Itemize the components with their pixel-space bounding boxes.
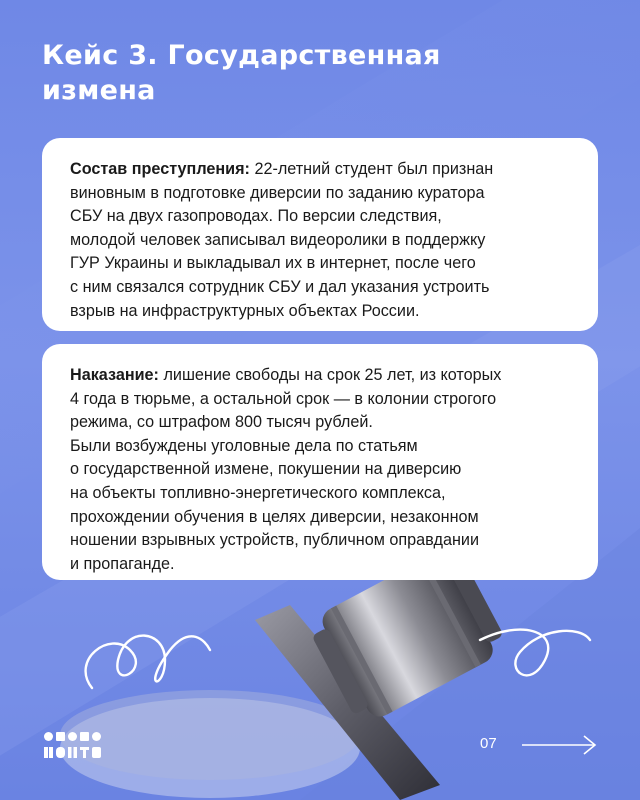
card-line: взрыв на инфраструктурных объектах России. xyxy=(70,301,420,320)
title-line-2: измена xyxy=(42,75,156,106)
logo-mark-icon xyxy=(44,730,114,762)
page-number: 07 xyxy=(480,735,497,752)
card-text: лишение свободы на срок 25 лет, из которых xyxy=(158,366,502,384)
card-line: ношении взрывных устройств, публичном оправдании xyxy=(70,531,480,550)
punishment-label: Наказание: xyxy=(70,366,159,384)
card-line: режима, со штрафом 800 тысяч рублей. xyxy=(70,413,373,432)
card-line xyxy=(70,364,572,388)
page-title xyxy=(42,38,602,108)
crime-label: Состав преступления: xyxy=(70,160,250,178)
crime-description-card xyxy=(42,138,598,331)
card-line: СБУ на двух газопроводах. По версии следствия, xyxy=(70,207,442,226)
card-line: виновным в подготовке диверсии по заданию куратора xyxy=(70,183,485,202)
title-line-1: Кейс 3. Государственная xyxy=(42,40,441,71)
card-line: ГУР Украины и выкладывал их в интернет, после чего xyxy=(70,254,476,273)
punishment-card xyxy=(42,344,598,580)
card-line: прохождении обучения в целях диверсии, незаконном xyxy=(70,507,479,526)
card-line: молодой человек записывал видеоролики в поддержку xyxy=(70,230,486,249)
card-line: на объекты топливно-энергетического комплекса, xyxy=(70,483,446,502)
card-line: с ним связался сотрудник СБУ и дал указания устроить xyxy=(70,277,490,296)
arrow-right-icon[interactable] xyxy=(520,733,600,757)
card-text: 22-летний студент был признан xyxy=(249,160,494,178)
brand-logo xyxy=(44,730,114,766)
card-line xyxy=(70,158,572,182)
card-line: 4 года в тюрьме, а остальной срок — в колонии строгого xyxy=(70,389,497,408)
card-line: Были возбуждены уголовные дела по статьям xyxy=(70,436,418,455)
card-line: о государственной измене, покушении на диверсию xyxy=(70,460,462,479)
card-line: и пропаганде. xyxy=(70,554,175,573)
